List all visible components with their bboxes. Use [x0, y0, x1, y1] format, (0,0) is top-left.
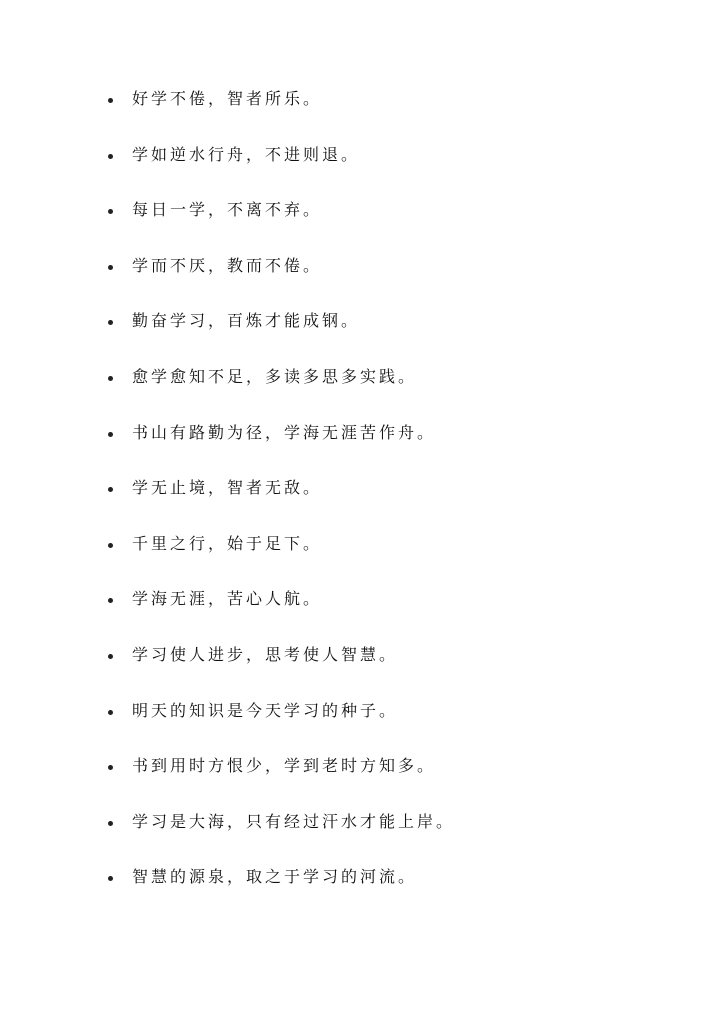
bullet-icon	[108, 432, 113, 437]
list-item	[108, 418, 668, 474]
list-item	[108, 529, 668, 585]
quote-text: 学如逆水行舟，不进则退。	[132, 144, 361, 164]
bullet-icon	[108, 710, 113, 715]
quote-list	[108, 84, 668, 918]
list-item	[108, 862, 668, 918]
bullet-icon	[108, 876, 113, 881]
list-item	[108, 751, 668, 807]
list-item	[108, 584, 668, 640]
list-item	[108, 251, 668, 307]
bullet-icon	[108, 821, 113, 826]
bullet-icon	[108, 487, 113, 492]
quote-text: 学无止境，智者无敌。	[132, 478, 323, 498]
quote-text: 学习使人进步，思考使人智慧。	[132, 644, 399, 664]
list-item	[108, 640, 668, 696]
bullet-icon	[108, 598, 113, 603]
bullet-icon	[108, 376, 113, 381]
bullet-icon	[108, 265, 113, 270]
list-item	[108, 362, 668, 418]
list-item	[108, 84, 668, 140]
bullet-icon	[108, 543, 113, 548]
bullet-icon	[108, 209, 113, 214]
quote-text: 学海无涯，苦心人航。	[132, 589, 323, 609]
list-item	[108, 807, 668, 863]
bullet-icon	[108, 98, 113, 103]
bullet-icon	[108, 154, 113, 159]
quote-text: 千里之行，始于足下。	[132, 533, 323, 553]
bullet-icon	[108, 765, 113, 770]
quote-text: 明天的知识是今天学习的种子。	[132, 700, 399, 720]
quote-text: 学而不厌，教而不倦。	[132, 255, 323, 275]
list-item	[108, 140, 668, 196]
bullet-icon	[108, 654, 113, 659]
bullet-icon	[108, 320, 113, 325]
quote-text: 学习是大海，只有经过汗水才能上岸。	[132, 811, 456, 831]
quote-text: 勤奋学习，百炼才能成钢。	[132, 311, 361, 331]
quote-text: 智慧的源泉，取之于学习的河流。	[132, 867, 418, 887]
list-item	[108, 195, 668, 251]
list-item	[108, 696, 668, 752]
quote-text: 愈学愈知不足，多读多思多实践。	[132, 366, 418, 386]
quote-text: 好学不倦，智者所乐。	[132, 89, 323, 108]
list-item	[108, 306, 668, 362]
quote-text: 每日一学，不离不弃。	[132, 200, 323, 220]
quote-text: 书山有路勤为径，学海无涯苦作舟。	[132, 422, 437, 442]
quote-text: 书到用时方恨少，学到老时方知多。	[132, 756, 437, 776]
list-item	[108, 473, 668, 529]
